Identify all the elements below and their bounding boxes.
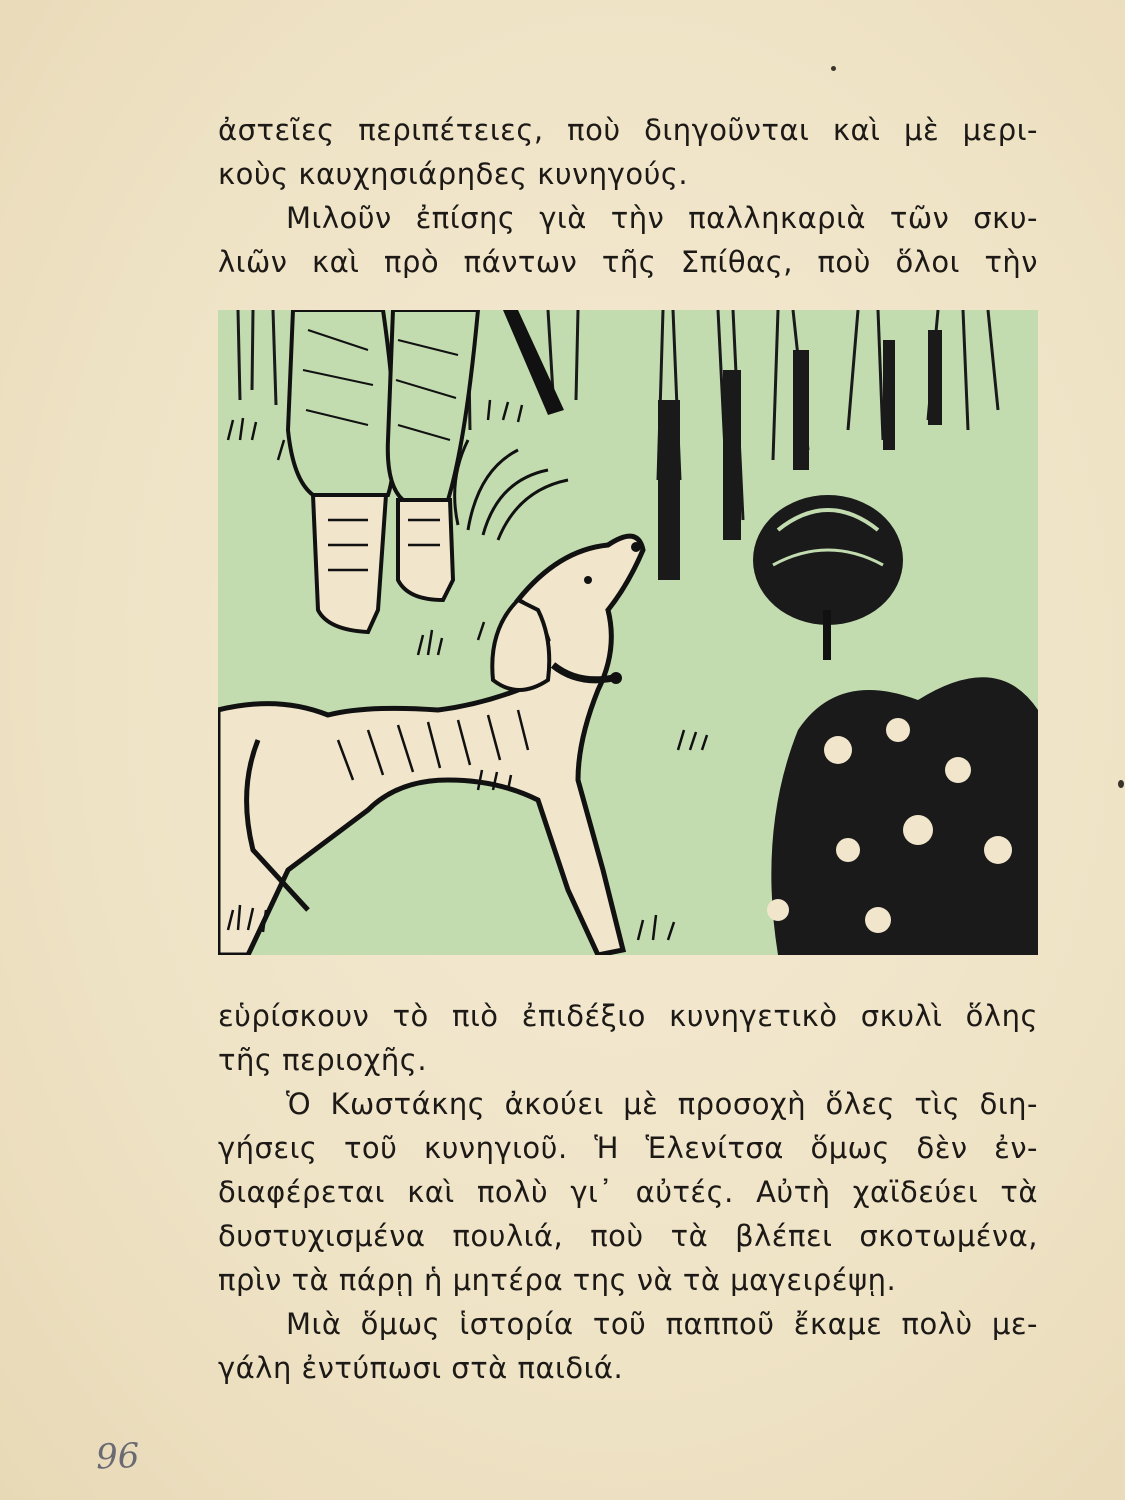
text-line: γάλη ἐντύπωσι στὰ παιδιά. [218, 1351, 624, 1385]
text-line: Ὁ Κωστάκης ἀκούει μὲ προσοχὴ ὅλες τὶς διη- [286, 1087, 1038, 1121]
hunter-legs [288, 310, 564, 632]
text-line: εὑρίσκουν τὸ πιὸ ἐπιδέξιο κυνηγετικὸ σκυλὶ ὅλης [218, 999, 1038, 1033]
speck [831, 66, 836, 71]
text-line: πρὶν τὰ πάρῃ ἡ μητέρα της νὰ τὰ μαγειρέψῃ. [218, 1263, 897, 1297]
page-number: 96 [95, 1433, 140, 1475]
foliage [767, 677, 1038, 955]
text-line: δυστυχισμένα πουλιά, ποὺ τὰ βλέπει σκοτωμένα, [218, 1219, 1038, 1253]
text-line: τῆς περιοχῆς. [218, 1043, 428, 1077]
text-line: γήσεις τοῦ κυνηγιοῦ. Ἡ Ἑλενίτσα ὅμως δὲν ἐν- [218, 1131, 1038, 1165]
text-line: λιῶν καὶ πρὸ πάντων τῆς Σπίθας, ποὺ ὅλοι τὴν [218, 245, 1038, 279]
bush [753, 495, 903, 660]
speck [1118, 780, 1124, 788]
text-line: ἀστεῖες περιπέτειες, ποὺ διηγοῦνται καὶ μὲ μερι- [218, 113, 1038, 147]
text-line: Μιὰ ὅμως ἱστορία τοῦ παπποῦ ἔκαμε πολὺ με- [286, 1307, 1038, 1341]
text-line: κοὺς καυχησιάρηδες κυνηγούς. [218, 157, 689, 191]
text-line: Μιλοῦν ἐπίσης γιὰ τὴν παλληκαριὰ τῶν σκυ- [286, 201, 1038, 235]
top-paragraph [218, 108, 1038, 284]
bottom-paragraph [218, 994, 1038, 1390]
text-line: διαφέρεται καὶ πολὺ γι᾿ αὐτές. Αὐτὴ χαϊδεύει τὰ [218, 1175, 1038, 1209]
tall-grass [455, 440, 568, 540]
hunting-dog-illustration [218, 310, 1038, 955]
